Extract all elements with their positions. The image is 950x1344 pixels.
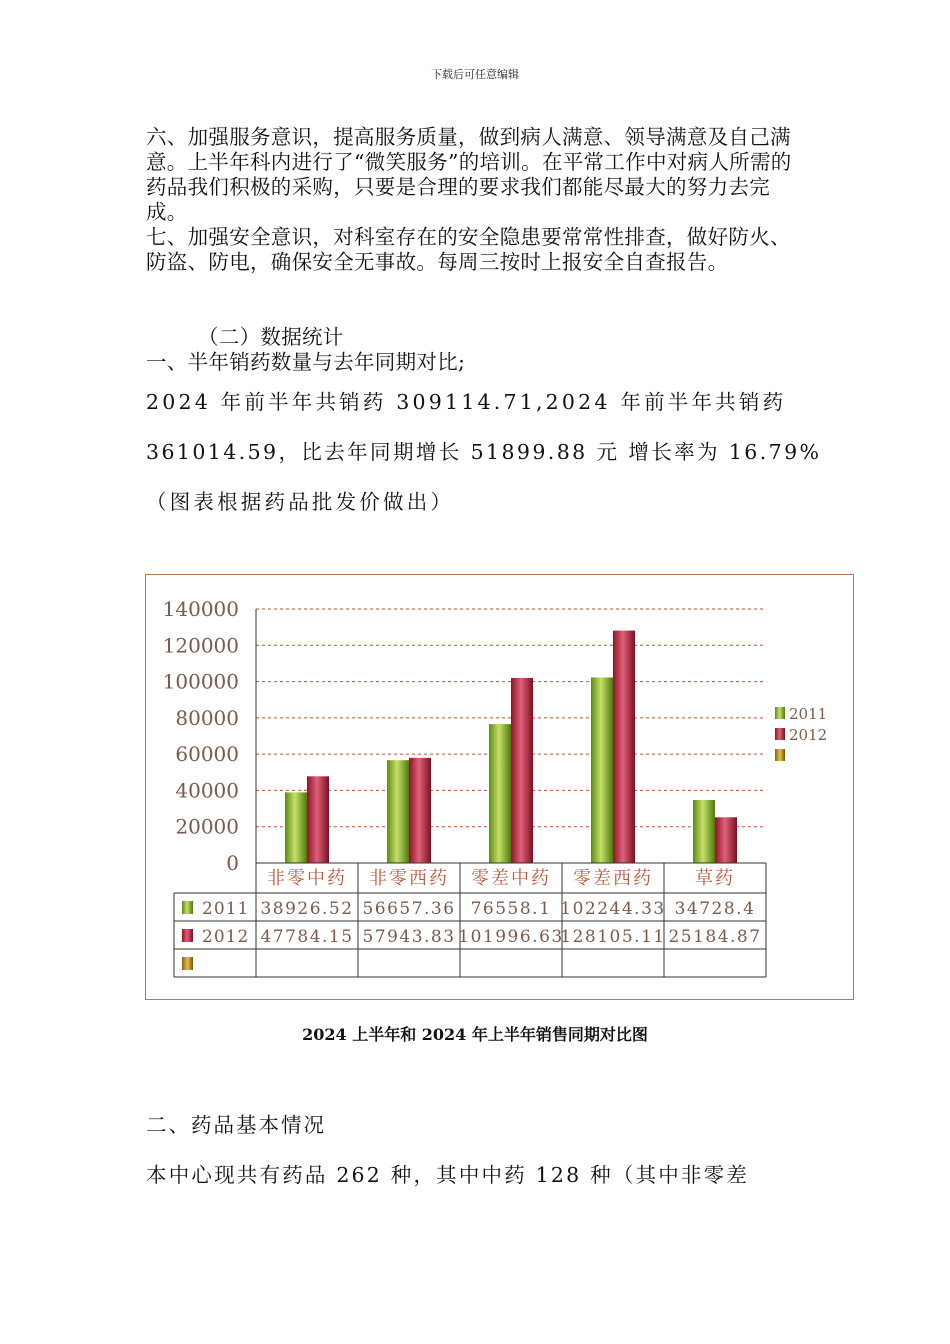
- table-legend-key: [182, 901, 193, 914]
- y-tick-label: 60000: [175, 742, 239, 767]
- table-legend-key: [182, 957, 193, 970]
- data-value-label: 102244.33: [560, 899, 666, 919]
- page-header: 下载后可任意编辑: [431, 68, 519, 81]
- paragraph-six: 六、加强服务意识，提高服务质量，做到病人满意、领导满意及自己满意。上半年科内进行了“微笑服务”的培训。在平常工作中对病人所需的药品我们积极的采购，只要是合理的要求我们都能尽最大的努力去完成。: [146, 125, 792, 224]
- data-value-label: 57943.83: [362, 927, 456, 947]
- bar-2011-2: [489, 724, 511, 863]
- data-value-label: 56657.36: [362, 899, 456, 919]
- table-series-name: 2011: [202, 899, 250, 919]
- x-category-label: 非零西药: [369, 868, 449, 889]
- table-series-name: 2012: [202, 927, 250, 947]
- bar-2012-1: [409, 758, 431, 863]
- sales-comparison-chart: [146, 575, 853, 999]
- legend-label: 2011: [789, 705, 828, 723]
- stat-line-3: （图表根据药品批发价做出）: [146, 490, 455, 514]
- data-value-label: 34728.4: [674, 899, 756, 919]
- chart-caption: 2024 上半年和 2024 年上半年销售同期对比图: [302, 1025, 648, 1044]
- data-value-label: 25184.87: [668, 927, 762, 947]
- x-category-label: 零差中药: [471, 868, 551, 889]
- data-value-label: 101996.63: [458, 927, 564, 947]
- section-two-heading: 二、药品基本情况: [146, 1113, 326, 1137]
- data-value-label: 38926.52: [260, 899, 354, 919]
- y-tick-label: 40000: [175, 778, 239, 803]
- bar-2011-0: [285, 792, 307, 863]
- bar-2012-4: [715, 817, 737, 863]
- data-value-label: 47784.15: [260, 927, 354, 947]
- bar-2011-3: [591, 677, 613, 863]
- item-one-heading: 一、半年销药数量与去年同期对比;: [146, 350, 466, 374]
- y-tick-label: 140000: [162, 597, 239, 621]
- chart-frame: [145, 574, 854, 1000]
- paragraph-seven: 七、加强安全意识，对科室存在的安全隐患要常常性排查，做好防火、防盗、防电，确保安全无事故。每周三按时上报安全自查报告。: [146, 225, 791, 274]
- bar-2012-2: [511, 678, 533, 863]
- legend-label: 2012: [789, 726, 828, 744]
- stat-line-2: 361014.59，比去年同期增长 51899.88 元 增长率为 16.79%: [146, 440, 822, 464]
- section-heading-data-stats: （二）数据统计: [198, 325, 344, 349]
- y-tick-label: 120000: [162, 633, 239, 658]
- table-legend-key: [182, 929, 193, 942]
- x-category-label: 非零中药: [267, 868, 347, 889]
- y-tick-label: 80000: [175, 705, 239, 730]
- x-category-label: 零差西药: [573, 868, 653, 889]
- stat-line-1: 2024 年前半年共销药 309114.71,2024 年前半年共销药: [146, 390, 787, 414]
- legend-key: [775, 728, 785, 740]
- section-two-text: 本中心现共有药品 262 种，其中中药 128 种（其中非零差: [146, 1163, 750, 1187]
- x-category-label: 草药: [695, 868, 735, 889]
- bar-2012-0: [307, 776, 329, 863]
- data-value-label: 76558.1: [470, 899, 552, 919]
- legend-key: [775, 749, 785, 761]
- bar-2011-4: [693, 800, 715, 863]
- legend-key: [775, 707, 785, 719]
- y-tick-label: 100000: [162, 669, 239, 694]
- data-value-label: 128105.11: [560, 927, 666, 947]
- y-tick-label: 20000: [175, 814, 239, 839]
- bar-2011-1: [387, 760, 409, 863]
- y-tick-label: 0: [226, 851, 239, 875]
- bar-2012-3: [613, 631, 635, 863]
